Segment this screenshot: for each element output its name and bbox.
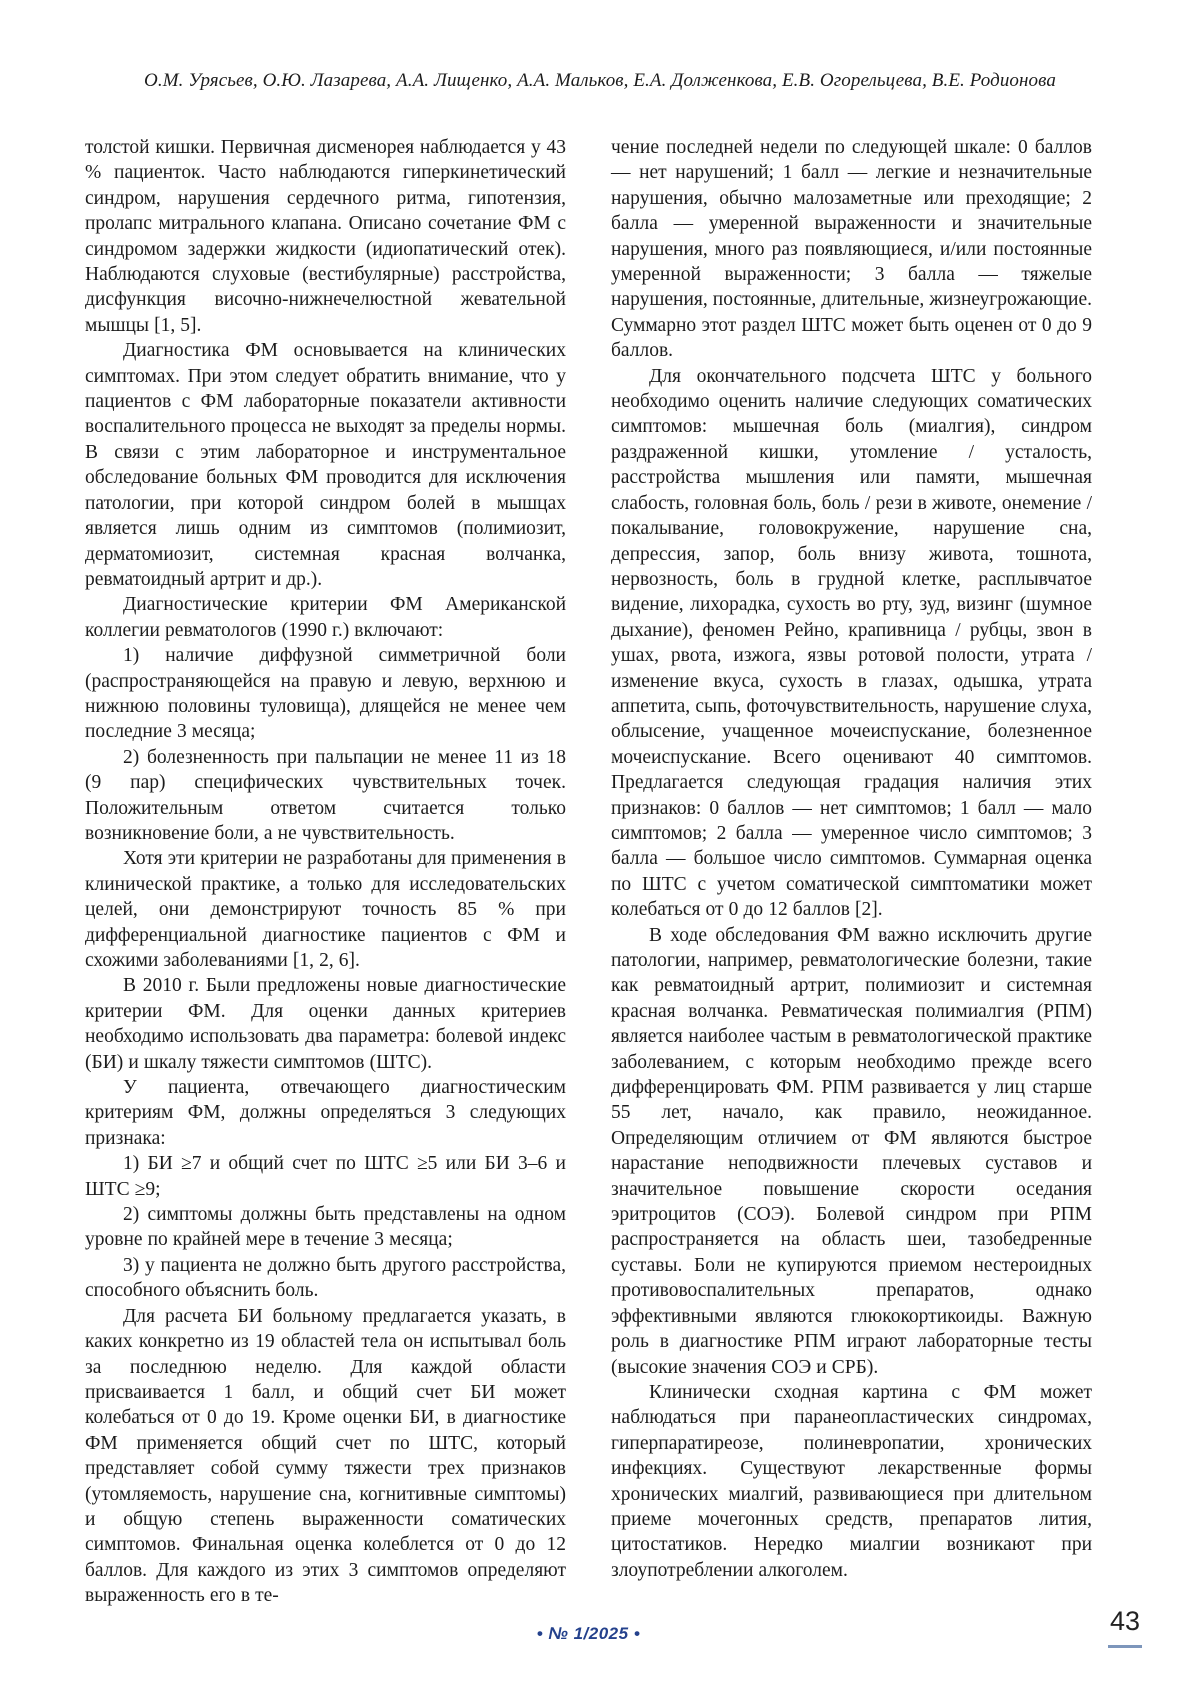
- paragraph: Диагностика ФМ основывается на клинических симптомах. При этом следует обратить внимание, что у пациентов с ФМ лабораторные показатели активности воспалительного процесса не выходят за пределы нормы. В связи с этим лабораторное и инструментальное обследование больных ФМ проводится для исключения патологии, при которой синдром болей в мышцах является лишь одним из симптомов (полимиозит, дерматомиозит, системная красная волчанка, ревматоидный артрит и др.).: [85, 340, 566, 590]
- page-number-underline: [1108, 1645, 1142, 1648]
- paragraph: Клинически сходная картина с ФМ может наблюдаться при паранеопластических синдромах, гиперпаратиреозе, полиневропатии, хронических инфекциях. Существуют лекарственные формы хронических миалгий, развивающиеся при длительном приеме мочегонных средств, препаратов лития, цитостатиков. Нередко миалгии возникают при злоупотреблении алкоголем.: [611, 1381, 1092, 1581]
- paragraph: В ходе обследования ФМ важно исключить другие патологии, например, ревматологические болезни, такие как ревматоидный артрит, полимиозит и системная красная волчанка. Ревматическая полимиалгия (РПМ) является наиболее частым в ревматологической практике заболеванием, с которым необходимо прежде всего дифференцировать ФМ. РПМ развивается у лиц старше 55 лет, начало, как правило, неожиданное. Определяющим отличием от ФМ являются быстрое нарастание неподвижности плечевых суставов и значительное повышение скорости оседания эритроцитов (СОЭ). Болевой синдром при РПМ распространяется на область шеи, тазобедренные суставы. Боли не купируются приемом нестероидных противовоспалительных препаратов, однако эффективными являются глюкокортикоиды. Важную роль в диагностике РПМ играют лабораторные тесты (высокие значения СОЭ и СРБ).: [611, 924, 1092, 1378]
- footer-issue-label: • № 1/2025 •: [536, 1624, 641, 1643]
- text-columns: [0, 135, 1200, 1609]
- authors-line: О.М. Урясьев, О.Ю. Лазарева, А.А. Лищенко, А.А. Мальков, Е.А. Долженкова, Е.В. Огорельцева, В.Е. Родионова: [144, 70, 1056, 91]
- paragraph: 3) у пациента не должно быть другого расстройства, способного объяснить боль.: [85, 1254, 566, 1302]
- paragraph: Диагностические критерии ФМ Американской коллегии ревматологов (1990 г.) включают:: [85, 594, 566, 641]
- paragraph: 1) БИ ≥7 и общий счет по ШТС ≥5 или БИ 3–6 и ШТС ≥9;: [85, 1153, 566, 1200]
- paragraph: В 2010 г. Были предложены новые диагностические критерии ФМ. Для оценки данных критериев необходимо использовать два параметра: болевой индекс (БИ) и шкалу тяжести симптомов (ШТС).: [85, 975, 566, 1073]
- paragraph: 2) болезненность при пальпации не менее 11 из 18 (9 пар) специфических чувствительных точек. Положительным ответом считается только возникновение боли, а не чувствительность.: [85, 746, 566, 844]
- column-left: [85, 135, 566, 1609]
- paragraph: толстой кишки. Первичная дисменорея наблюдается у 43 % пациенток. Часто наблюдаются гиперкинетический синдром, нарушения сердечного ритма, гипотензия, пролапс митрального клапана. Описано сочетание ФМ с синдромом задержки жидкости (идиопатический отек). Наблюдаются слуховые (вестибулярные) расстройства, дисфункция височно-нижнечелюстной жевательной мышцы [1, 5].: [85, 137, 566, 336]
- paragraph: 1) наличие диффузной симметричной боли (распространяющейся на правую и левую, верхнюю и нижнюю половины туловища), длящейся не менее чем последние 3 месяца;: [85, 645, 566, 743]
- paragraph: чение последней недели по следующей шкале: 0 баллов — нет нарушений; 1 балл — легкие и незначительные нарушения, обычно малозаметные или преходящие; 2 балла — умеренной выраженности и значительные нарушения, много раз появляющиеся, и/или постоянные умеренной выраженности; 3 балла — тяжелые нарушения, постоянные, длительные, жизнеугрожающие. Суммарно этот раздел ШТС может быть оценен от 0 до 9 баллов.: [611, 137, 1092, 362]
- page-number: 43: [1109, 1606, 1140, 1636]
- paragraph: У пациента, отвечающего диагностическим критериям ФМ, должны определяться 3 следующих признака:: [85, 1077, 566, 1149]
- paragraph: Для расчета БИ больному предлагается указать, в каких конкретно из 19 областей тела он испытывал боль за последнюю неделю. Для каждой области присваивается 1 балл, и общий счет БИ может колебаться от 0 до 19. Кроме оценки БИ, в диагностике ФМ применяется общий счет по ШТС, который представляет собой сумму тяжести трех признаков (утомляемость, нарушение сна, когнитивные симптомы) и общую степень выраженности соматических симптомов. Финальная оценка колеблется от 0 до 12 баллов. Для каждого из этих 3 симптомов определяют выраженность его в те-: [85, 1305, 566, 1607]
- paragraph: Хотя эти критерии не разработаны для применения в клинической практике, а только для исследовательских целей, они демонстрируют точность 85 % при дифференциальной диагностике пациентов с ФМ и схожими заболеваниями [1, 2, 6].: [85, 848, 566, 971]
- paragraph: Для окончательного подсчета ШТС у больного необходимо оценить наличие следующих соматических симптомов: мышечная боль (миалгия), синдром раздраженной кишки, утомление / усталость, расстройства мышления или памяти, мышечная слабость, головная боль, боль / рези в животе, онемение / покалывание, головокружение, нарушение сна, депрессия, запор, боль внизу живота, тошнота, нервозность, боль в грудной клетке, расплывчатое видение, лихорадка, сухость во рту, зуд, визинг (шумное дыхание), феномен Рейно, крапивница / рубцы, звон в ушах, рвота, изжога, язвы ротовой полости, утрата / изменение вкуса, сухость в глазах, одышка, утрата аппетита, сыпь, фоточувствительность, нарушение слуха, облысение, учащенное мочеиспускание, болезненное мочеиспускание. Всего оценивают 40 симптомов. Предлагается следующая градация наличия этих признаков: 0 баллов — нет симптомов; 1 балл — мало симптомов; 2 балла — умеренное число симптомов; 3 балла — большое число симптомов. Суммарная оценка по ШТС с учетом соматической симптоматики может колебаться от 0 до 12 баллов [2].: [611, 365, 1092, 921]
- column-right: [611, 135, 1092, 1609]
- paragraph: 2) симптомы должны быть представлены на одном уровне по крайней мере в течение 3 месяца;: [85, 1204, 566, 1251]
